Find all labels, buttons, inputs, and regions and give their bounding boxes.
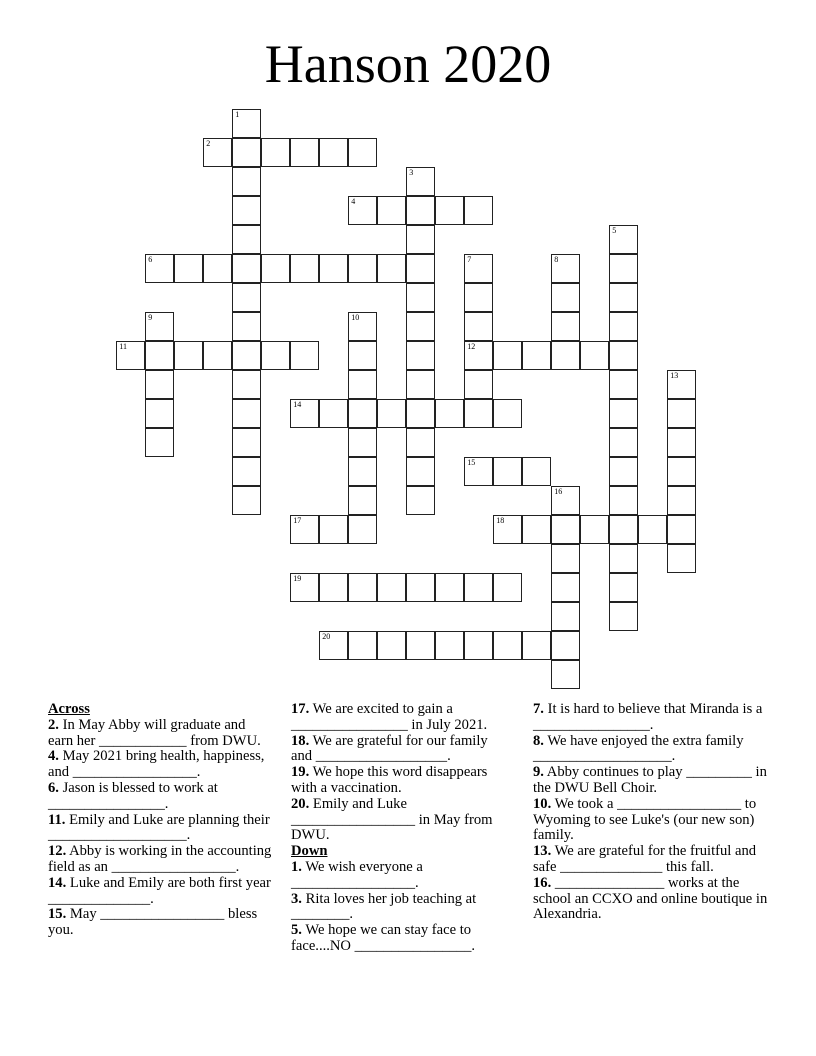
grid-cell[interactable]	[406, 254, 435, 283]
clue-number: 1	[235, 110, 240, 120]
grid-cell[interactable]	[232, 312, 261, 341]
down-header: Down	[291, 843, 328, 860]
grid-cell[interactable]	[551, 515, 580, 544]
clue-across	[291, 765, 511, 797]
clue-text: We are grateful for our family and __________________.	[291, 732, 488, 765]
grid-cell[interactable]	[319, 138, 348, 167]
clue-across	[291, 734, 511, 766]
grid-cell[interactable]	[406, 196, 435, 225]
grid-cell[interactable]	[609, 341, 638, 370]
clue-number: 6	[148, 255, 153, 265]
grid-cell[interactable]	[609, 486, 638, 515]
grid-cell[interactable]	[609, 428, 638, 457]
clue-number: 1.	[291, 858, 302, 875]
clue-across	[48, 813, 273, 845]
grid-cell[interactable]	[348, 138, 377, 167]
clue-number: 9.	[533, 764, 544, 781]
grid-cell[interactable]	[319, 399, 348, 428]
grid-cell[interactable]	[609, 283, 638, 312]
clue-number: 15.	[48, 906, 67, 923]
grid-cell[interactable]	[406, 428, 435, 457]
clue-down	[533, 876, 773, 923]
grid-cell[interactable]	[609, 399, 638, 428]
grid-cell[interactable]	[203, 138, 232, 167]
grid-cell[interactable]	[667, 457, 696, 486]
grid-cell[interactable]	[551, 312, 580, 341]
grid-cell[interactable]	[609, 457, 638, 486]
grid-cell[interactable]	[406, 457, 435, 486]
grid-cell[interactable]	[232, 399, 261, 428]
grid-cell[interactable]	[522, 457, 551, 486]
grid-cell[interactable]	[464, 196, 493, 225]
clue-across	[48, 876, 273, 908]
clue-number: 4	[351, 197, 356, 207]
grid-cell[interactable]	[493, 573, 522, 602]
clue-number: 18.	[291, 732, 310, 749]
grid-cell[interactable]	[377, 631, 406, 660]
grid-cell[interactable]	[290, 399, 319, 428]
grid-cell[interactable]	[290, 515, 319, 544]
clue-text: We hope we can stay face to face....NO ________________.	[291, 922, 476, 954]
grid-cell[interactable]	[406, 167, 435, 196]
grid-cell[interactable]	[551, 660, 580, 689]
grid-cell[interactable]	[203, 341, 232, 370]
grid-cell[interactable]	[493, 341, 522, 370]
grid-cell[interactable]	[667, 544, 696, 573]
grid-cell[interactable]	[609, 254, 638, 283]
grid-cell[interactable]	[493, 399, 522, 428]
clue-text: Abby is working in the accounting field as an _________________.	[48, 843, 272, 875]
clue-text: It is hard to believe that Miranda is a ________________.	[533, 701, 763, 733]
clue-number: 10.	[533, 795, 552, 812]
grid-cell[interactable]	[551, 283, 580, 312]
clue-number: 2	[206, 139, 211, 149]
clue-text: We have enjoyed the extra family ___________________.	[533, 732, 744, 765]
clue-down	[291, 860, 511, 892]
clue-down	[533, 797, 773, 844]
grid-cell[interactable]	[232, 428, 261, 457]
grid-cell[interactable]	[435, 573, 464, 602]
clue-text: Emily and Luke _________________ in May from DWU.	[291, 795, 493, 844]
clue-text: We took a _________________ to Wyoming to see Luke's (our new son) family.	[533, 795, 757, 844]
clue-number: 17	[293, 516, 302, 526]
grid-cell[interactable]	[145, 341, 174, 370]
grid-cell[interactable]	[406, 225, 435, 254]
grid-cell[interactable]	[232, 370, 261, 399]
grid-cell[interactable]	[406, 312, 435, 341]
grid-cell[interactable]	[348, 341, 377, 370]
clue-number: 12.	[48, 843, 67, 860]
grid-cell[interactable]	[348, 515, 377, 544]
grid-cell[interactable]	[551, 631, 580, 660]
grid-cell[interactable]	[464, 283, 493, 312]
grid-cell[interactable]	[580, 341, 609, 370]
grid-cell[interactable]	[464, 254, 493, 283]
grid-cell[interactable]	[319, 631, 348, 660]
grid-cell[interactable]	[348, 428, 377, 457]
clue-across	[48, 749, 273, 781]
clue-number: 18	[496, 516, 505, 526]
grid-cell[interactable]	[145, 428, 174, 457]
clue-number: 8	[554, 255, 559, 265]
clue-text: Rita loves her job teaching at ________.	[291, 890, 477, 923]
grid-cell[interactable]	[406, 631, 435, 660]
grid-cell[interactable]	[174, 254, 203, 283]
grid-cell[interactable]	[290, 138, 319, 167]
clue-number: 12	[467, 342, 476, 352]
grid-cell[interactable]	[464, 399, 493, 428]
grid-cell[interactable]	[551, 341, 580, 370]
grid-cell[interactable]	[232, 283, 261, 312]
grid-cell[interactable]	[348, 486, 377, 515]
clue-number: 14.	[48, 874, 67, 891]
clue-number: 20	[322, 632, 331, 642]
grid-cell[interactable]	[493, 515, 522, 544]
clue-number: 3.	[291, 890, 302, 907]
grid-cell[interactable]	[551, 573, 580, 602]
clue-across	[48, 907, 273, 939]
clue-text: Jason is blessed to work at ________________.	[48, 779, 218, 812]
grid-cell[interactable]	[551, 486, 580, 515]
clue-number: 14	[293, 400, 302, 410]
clue-across	[291, 797, 511, 844]
grid-cell[interactable]	[551, 544, 580, 573]
grid-cell[interactable]	[609, 544, 638, 573]
grid-cell[interactable]	[261, 138, 290, 167]
crossword-grid	[117, 110, 726, 719]
grid-cell[interactable]	[174, 341, 203, 370]
grid-cell[interactable]	[348, 370, 377, 399]
clue-down	[291, 892, 511, 924]
grid-cell[interactable]	[377, 254, 406, 283]
grid-cell[interactable]	[638, 515, 667, 544]
grid-cell[interactable]	[290, 573, 319, 602]
grid-cell[interactable]	[290, 254, 319, 283]
clue-down	[533, 844, 773, 876]
grid-cell[interactable]	[609, 515, 638, 544]
grid-cell[interactable]	[667, 486, 696, 515]
clue-text: May 2021 bring health, happiness, and _________________.	[48, 748, 265, 781]
grid-cell[interactable]	[609, 312, 638, 341]
grid-cell[interactable]	[232, 196, 261, 225]
grid-cell[interactable]	[667, 515, 696, 544]
clue-text: Luke and Emily are both first year ______________.	[48, 874, 271, 907]
grid-cell[interactable]	[464, 341, 493, 370]
grid-cell[interactable]	[348, 631, 377, 660]
grid-cell[interactable]	[464, 312, 493, 341]
clue-number: 7	[467, 255, 472, 265]
clue-number: 16	[554, 487, 563, 497]
grid-cell[interactable]	[464, 370, 493, 399]
clue-text: We are grateful for the fruitful and safe ______________ this fall.	[533, 843, 757, 875]
grid-cell[interactable]	[493, 631, 522, 660]
grid-cell[interactable]	[348, 196, 377, 225]
clue-text: Emily and Luke are planning their ___________________.	[48, 811, 270, 844]
clue-across	[291, 702, 511, 734]
grid-cell[interactable]	[232, 486, 261, 515]
grid-cell[interactable]	[667, 370, 696, 399]
clues-column-2	[291, 702, 511, 955]
grid-cell[interactable]	[348, 457, 377, 486]
clue-number: 5.	[291, 922, 302, 939]
grid-cell[interactable]	[667, 428, 696, 457]
grid-cell[interactable]	[435, 631, 464, 660]
grid-cell[interactable]	[232, 109, 261, 138]
grid-cell[interactable]	[406, 573, 435, 602]
grid-cell[interactable]	[377, 399, 406, 428]
grid-cell[interactable]	[145, 370, 174, 399]
grid-cell[interactable]	[319, 515, 348, 544]
grid-cell[interactable]	[609, 573, 638, 602]
grid-cell[interactable]	[145, 312, 174, 341]
grid-cell[interactable]	[406, 370, 435, 399]
page-title: Hanson 2020	[264, 34, 552, 94]
grid-cell[interactable]	[609, 602, 638, 631]
grid-cell[interactable]	[522, 631, 551, 660]
clue-text: We are excited to gain a ________________ in July 2021.	[291, 701, 488, 733]
grid-cell[interactable]	[145, 399, 174, 428]
grid-cell[interactable]	[435, 196, 464, 225]
grid-cell[interactable]	[232, 138, 261, 167]
clue-number: 13.	[533, 843, 552, 860]
grid-cell[interactable]	[551, 254, 580, 283]
grid-cell[interactable]	[290, 341, 319, 370]
clues-column-3	[533, 702, 773, 923]
grid-cell[interactable]	[667, 399, 696, 428]
grid-cell[interactable]	[348, 254, 377, 283]
clue-number: 9	[148, 313, 153, 323]
grid-cell[interactable]	[232, 225, 261, 254]
grid-cell[interactable]	[232, 457, 261, 486]
grid-cell[interactable]	[580, 515, 609, 544]
clue-number: 19	[293, 574, 302, 584]
clue-number: 15	[467, 458, 476, 468]
grid-cell[interactable]	[232, 341, 261, 370]
clue-down	[291, 923, 511, 955]
clue-text: May _________________ bless you.	[48, 906, 258, 939]
clues-column-1	[48, 702, 273, 939]
grid-cell[interactable]	[348, 573, 377, 602]
clue-number: 20.	[291, 795, 310, 812]
clue-number: 2.	[48, 716, 59, 733]
grid-cell[interactable]	[435, 399, 464, 428]
clue-number: 5	[612, 226, 617, 236]
clue-number: 11.	[48, 811, 66, 828]
grid-cell[interactable]	[406, 341, 435, 370]
grid-cell[interactable]	[464, 631, 493, 660]
clue-number: 17.	[291, 701, 310, 717]
grid-cell[interactable]	[232, 254, 261, 283]
clue-text: We hope this word disappears with a vaccination.	[291, 764, 488, 796]
clue-number: 7.	[533, 701, 544, 717]
clue-number: 13	[670, 371, 679, 381]
grid-cell[interactable]	[609, 370, 638, 399]
grid-cell[interactable]	[203, 254, 232, 283]
grid-cell[interactable]	[319, 573, 348, 602]
across-header: Across	[48, 701, 90, 717]
clue-text: In May Abby will graduate and earn her ____________ from DWU.	[48, 716, 261, 749]
clue-across	[48, 781, 273, 813]
grid-cell[interactable]	[145, 254, 174, 283]
clue-number: 8.	[533, 732, 544, 749]
grid-cell[interactable]	[377, 573, 406, 602]
clue-number: 11	[119, 342, 127, 352]
clue-text: Abby continues to play _________ in the DWU Bell Choir.	[533, 764, 767, 796]
clue-text: _______________ works at the school an CCXO and online boutique in Alexandria.	[533, 874, 768, 923]
clue-across	[48, 718, 273, 750]
clue-number: 19.	[291, 764, 310, 781]
clue-down	[533, 734, 773, 766]
grid-cell[interactable]	[464, 573, 493, 602]
grid-cell[interactable]	[406, 283, 435, 312]
grid-cell[interactable]	[348, 399, 377, 428]
grid-cell[interactable]	[261, 341, 290, 370]
clue-number: 10	[351, 313, 360, 323]
grid-cell[interactable]	[493, 457, 522, 486]
clue-across	[48, 844, 273, 876]
grid-cell[interactable]	[261, 254, 290, 283]
grid-cell[interactable]	[609, 225, 638, 254]
grid-cell[interactable]	[232, 167, 261, 196]
grid-cell[interactable]	[522, 341, 551, 370]
grid-cell[interactable]	[522, 515, 551, 544]
clue-number: 3	[409, 168, 414, 178]
grid-cell[interactable]	[116, 341, 145, 370]
clue-text: We wish everyone a _________________.	[291, 858, 423, 891]
grid-cell[interactable]	[464, 457, 493, 486]
clue-down	[533, 765, 773, 797]
grid-cell[interactable]	[319, 254, 348, 283]
grid-cell[interactable]	[406, 399, 435, 428]
clue-number: 6.	[48, 779, 59, 796]
clue-down	[533, 702, 773, 734]
grid-cell[interactable]	[551, 602, 580, 631]
grid-cell[interactable]	[377, 196, 406, 225]
grid-cell[interactable]	[406, 486, 435, 515]
clue-number: 4.	[48, 748, 59, 765]
grid-cell[interactable]	[348, 312, 377, 341]
clue-number: 16.	[533, 874, 552, 891]
